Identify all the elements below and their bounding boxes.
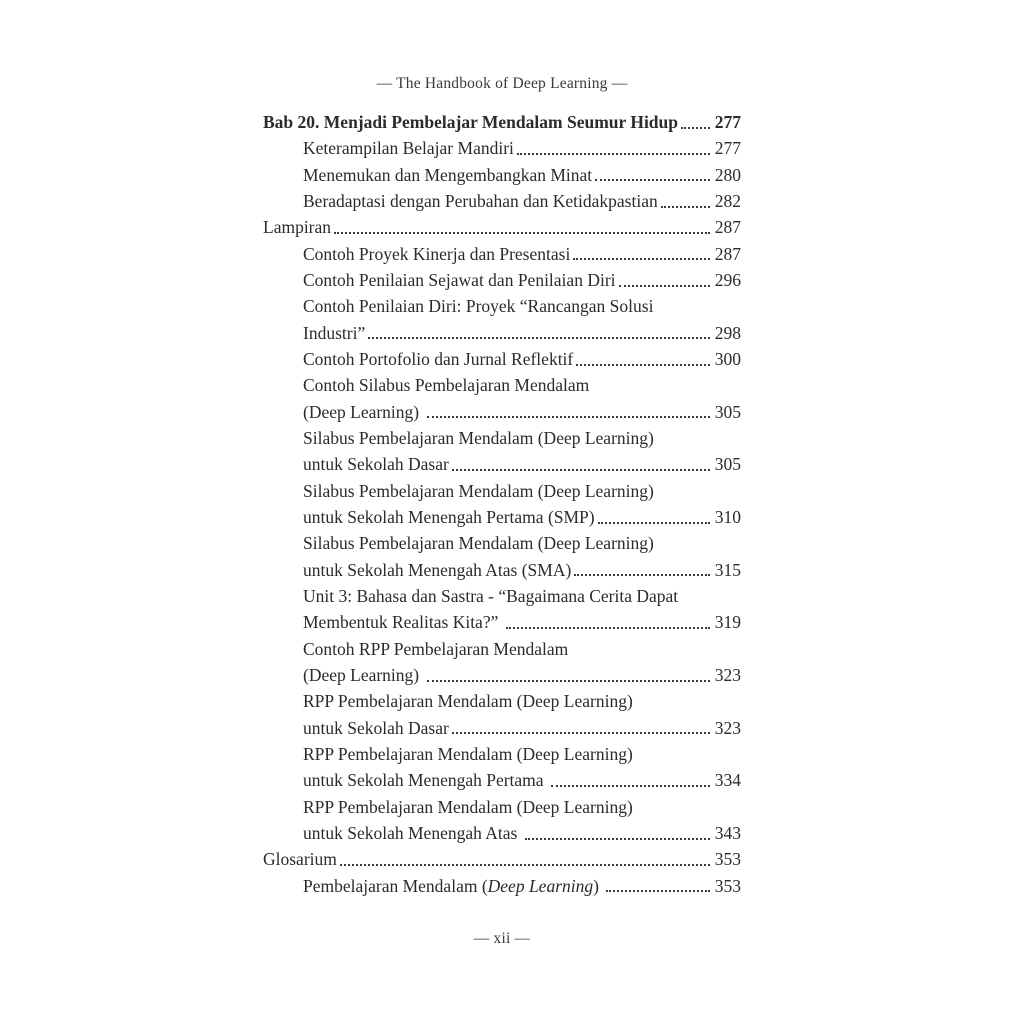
footer-page-number: — xii —	[473, 930, 531, 947]
running-header: — The Handbook of Deep Learning —	[376, 75, 628, 92]
toc-entry-text-segment: Silabus Pembelajaran Mendalam (Deep Learning)	[303, 533, 654, 554]
toc-entry-text	[303, 504, 595, 530]
toc-entry-text	[303, 346, 573, 372]
dot-leader	[452, 469, 710, 471]
toc-entry-text	[303, 267, 616, 293]
dot-leader	[525, 838, 710, 840]
dot-leader	[427, 680, 710, 682]
toc-entry-text-segment: Contoh Penilaian Diri: Proyek “Rancangan Solusi	[303, 296, 654, 317]
toc-entry-text	[303, 478, 654, 504]
dot-leader	[661, 206, 710, 208]
toc-entry	[263, 188, 741, 214]
dot-leader	[334, 232, 710, 234]
dot-leader	[576, 364, 710, 366]
toc-entry-text-italic: Deep Learning	[487, 875, 594, 896]
toc-entry-text-segment: untuk Sekolah Menengah Pertama	[303, 770, 548, 791]
toc-entry-text-segment: untuk Sekolah Menengah Atas	[303, 822, 522, 843]
toc-entry-text-segment: Unit 3: Bahasa dan Sastra - “Bagaimana Cerita Dapat	[303, 585, 679, 606]
toc-entry-text	[263, 109, 678, 135]
toc-entry-text-segment: )	[593, 875, 604, 896]
toc-entry-text	[303, 662, 424, 688]
toc-entry	[263, 320, 741, 346]
toc-entry-text-segment: untuk Sekolah Menengah Atas (SMA)	[303, 559, 572, 580]
toc-entry-text	[303, 741, 633, 767]
toc-entry	[263, 267, 741, 293]
dot-leader	[517, 153, 710, 155]
toc-page-number: 287	[714, 243, 741, 264]
toc-entry-text-segment: Contoh Silabus Pembelajaran Mendalam	[303, 375, 590, 396]
toc-entry-text-segment: untuk Sekolah Menengah Pertama (SMP)	[303, 506, 595, 527]
toc-entry-text	[303, 241, 570, 267]
toc-entry	[263, 109, 741, 135]
toc-entry	[263, 214, 741, 240]
toc-list	[263, 109, 741, 899]
toc-entry-text	[303, 188, 658, 214]
toc-entry-text	[303, 583, 678, 609]
toc-entry-text-segment: (Deep Learning)	[303, 401, 424, 422]
toc-entry-text	[263, 846, 337, 872]
dot-leader	[595, 179, 710, 181]
dot-leader	[598, 522, 710, 524]
toc-entry-text	[303, 767, 548, 793]
toc-entry	[263, 636, 741, 662]
toc-entry-text	[303, 320, 365, 346]
dot-leader	[551, 785, 710, 787]
dot-leader	[340, 864, 710, 866]
toc-entry	[263, 530, 741, 556]
toc-entry-text-segment: Lampiran	[263, 217, 332, 238]
toc-page-number: 353	[714, 875, 741, 896]
toc-entry-text	[303, 873, 603, 899]
toc-entry	[263, 609, 741, 635]
toc-entry-text-segment: RPP Pembelajaran Mendalam (Deep Learning)	[303, 691, 633, 712]
toc-entry-text	[303, 688, 633, 714]
toc-entry	[263, 372, 741, 398]
dot-leader	[427, 416, 710, 418]
toc-entry	[263, 715, 741, 741]
toc-page-number: 287	[714, 217, 741, 238]
toc-entry-text-segment: Contoh Portofolio dan Jurnal Reflektif	[303, 348, 574, 369]
toc-entry	[263, 662, 741, 688]
dot-leader	[606, 890, 709, 892]
toc-entry	[263, 583, 741, 609]
toc-entry-text-segment: Silabus Pembelajaran Mendalam (Deep Learning)	[303, 427, 654, 448]
toc-entry-text-segment: Industri”	[303, 322, 366, 343]
toc-entry-text	[303, 715, 449, 741]
toc-entry-text-segment: untuk Sekolah Dasar	[303, 717, 449, 738]
toc-entry	[263, 741, 741, 767]
toc-entry	[263, 425, 741, 451]
toc-entry	[263, 688, 741, 714]
toc-page-number: 298	[714, 322, 741, 343]
toc-entry-text-segment: Menemukan dan Mengembangkan Minat	[303, 164, 593, 185]
toc-entry-text	[303, 162, 592, 188]
toc-page-number: 334	[714, 770, 741, 791]
dot-leader	[619, 285, 710, 287]
toc-entry-text-segment: Pembelajaran Mendalam (	[303, 875, 488, 896]
toc-entry-text	[303, 372, 589, 398]
toc-entry	[263, 241, 741, 267]
toc-entry-text	[303, 135, 514, 161]
toc-page-number: 296	[714, 269, 741, 290]
toc-page-number: 310	[714, 506, 741, 527]
toc-entry-text-segment: RPP Pembelajaran Mendalam (Deep Learning)	[303, 796, 633, 817]
dot-leader	[506, 627, 710, 629]
toc-entry-text-segment: Contoh RPP Pembelajaran Mendalam	[303, 638, 569, 659]
toc-page-number: 300	[714, 348, 741, 369]
toc-page-number: 305	[714, 454, 741, 475]
toc-entry-text	[263, 214, 331, 240]
toc-entry-text-segment: Membentuk Realitas Kita?”	[303, 612, 503, 633]
dot-leader	[574, 574, 709, 576]
toc-entry-text	[303, 636, 568, 662]
toc-entry	[263, 162, 741, 188]
toc-entry-text-segment: Glosarium	[263, 849, 337, 870]
toc-entry	[263, 767, 741, 793]
toc-page-number: 277	[714, 138, 741, 159]
toc-page-number: 280	[714, 164, 741, 185]
toc-entry	[263, 846, 741, 872]
toc-page-number: 277	[714, 112, 741, 132]
dot-leader	[573, 258, 709, 260]
toc-entry	[263, 504, 741, 530]
toc-entry-text	[303, 794, 633, 820]
toc-page-number: 282	[714, 190, 741, 211]
toc-entry-text	[303, 820, 522, 846]
toc-entry-text-segment: (Deep Learning)	[303, 664, 424, 685]
toc-entry-text-segment: Contoh Penilaian Sejawat dan Penilaian Diri	[303, 269, 616, 290]
dot-leader	[681, 127, 710, 129]
toc-entry	[263, 873, 741, 899]
toc-entry-text-segment: RPP Pembelajaran Mendalam (Deep Learning)	[303, 743, 633, 764]
toc-entry-text	[303, 399, 424, 425]
toc-entry-text-segment: Bab 20. Menjadi Pembelajar Mendalam Seumur Hidup	[263, 112, 679, 132]
toc-entry-text-segment: Beradaptasi dengan Perubahan dan Ketidakpastian	[303, 190, 658, 211]
toc-entry	[263, 135, 741, 161]
toc-entry	[263, 557, 741, 583]
toc-page-number: 315	[714, 559, 741, 580]
toc-entry-text	[303, 425, 654, 451]
toc-entry	[263, 451, 741, 477]
toc-entry-text-segment: Silabus Pembelajaran Mendalam (Deep Learning)	[303, 480, 654, 501]
toc-entry-text	[303, 451, 449, 477]
toc-entry-text	[303, 530, 654, 556]
toc-page-number: 353	[714, 849, 741, 870]
toc-entry-text-segment: untuk Sekolah Dasar	[303, 454, 449, 475]
toc-entry	[263, 293, 741, 319]
toc-page-number: 319	[714, 612, 741, 633]
toc-entry	[263, 399, 741, 425]
toc-entry	[263, 478, 741, 504]
toc-page-number: 323	[714, 664, 741, 685]
toc-page-number: 305	[714, 401, 741, 422]
toc-entry-text	[303, 557, 571, 583]
toc-entry	[263, 794, 741, 820]
toc-entry-text-segment: Keterampilan Belajar Mandiri	[303, 138, 514, 159]
toc-entry-text-segment: Contoh Proyek Kinerja dan Presentasi	[303, 243, 571, 264]
dot-leader	[368, 337, 710, 339]
toc-entry	[263, 346, 741, 372]
toc-entry-text	[303, 293, 653, 319]
toc-entry	[263, 820, 741, 846]
dot-leader	[452, 732, 710, 734]
toc-entry-text	[303, 609, 503, 635]
toc-page-number: 343	[714, 822, 741, 843]
toc-page-number: 323	[714, 717, 741, 738]
